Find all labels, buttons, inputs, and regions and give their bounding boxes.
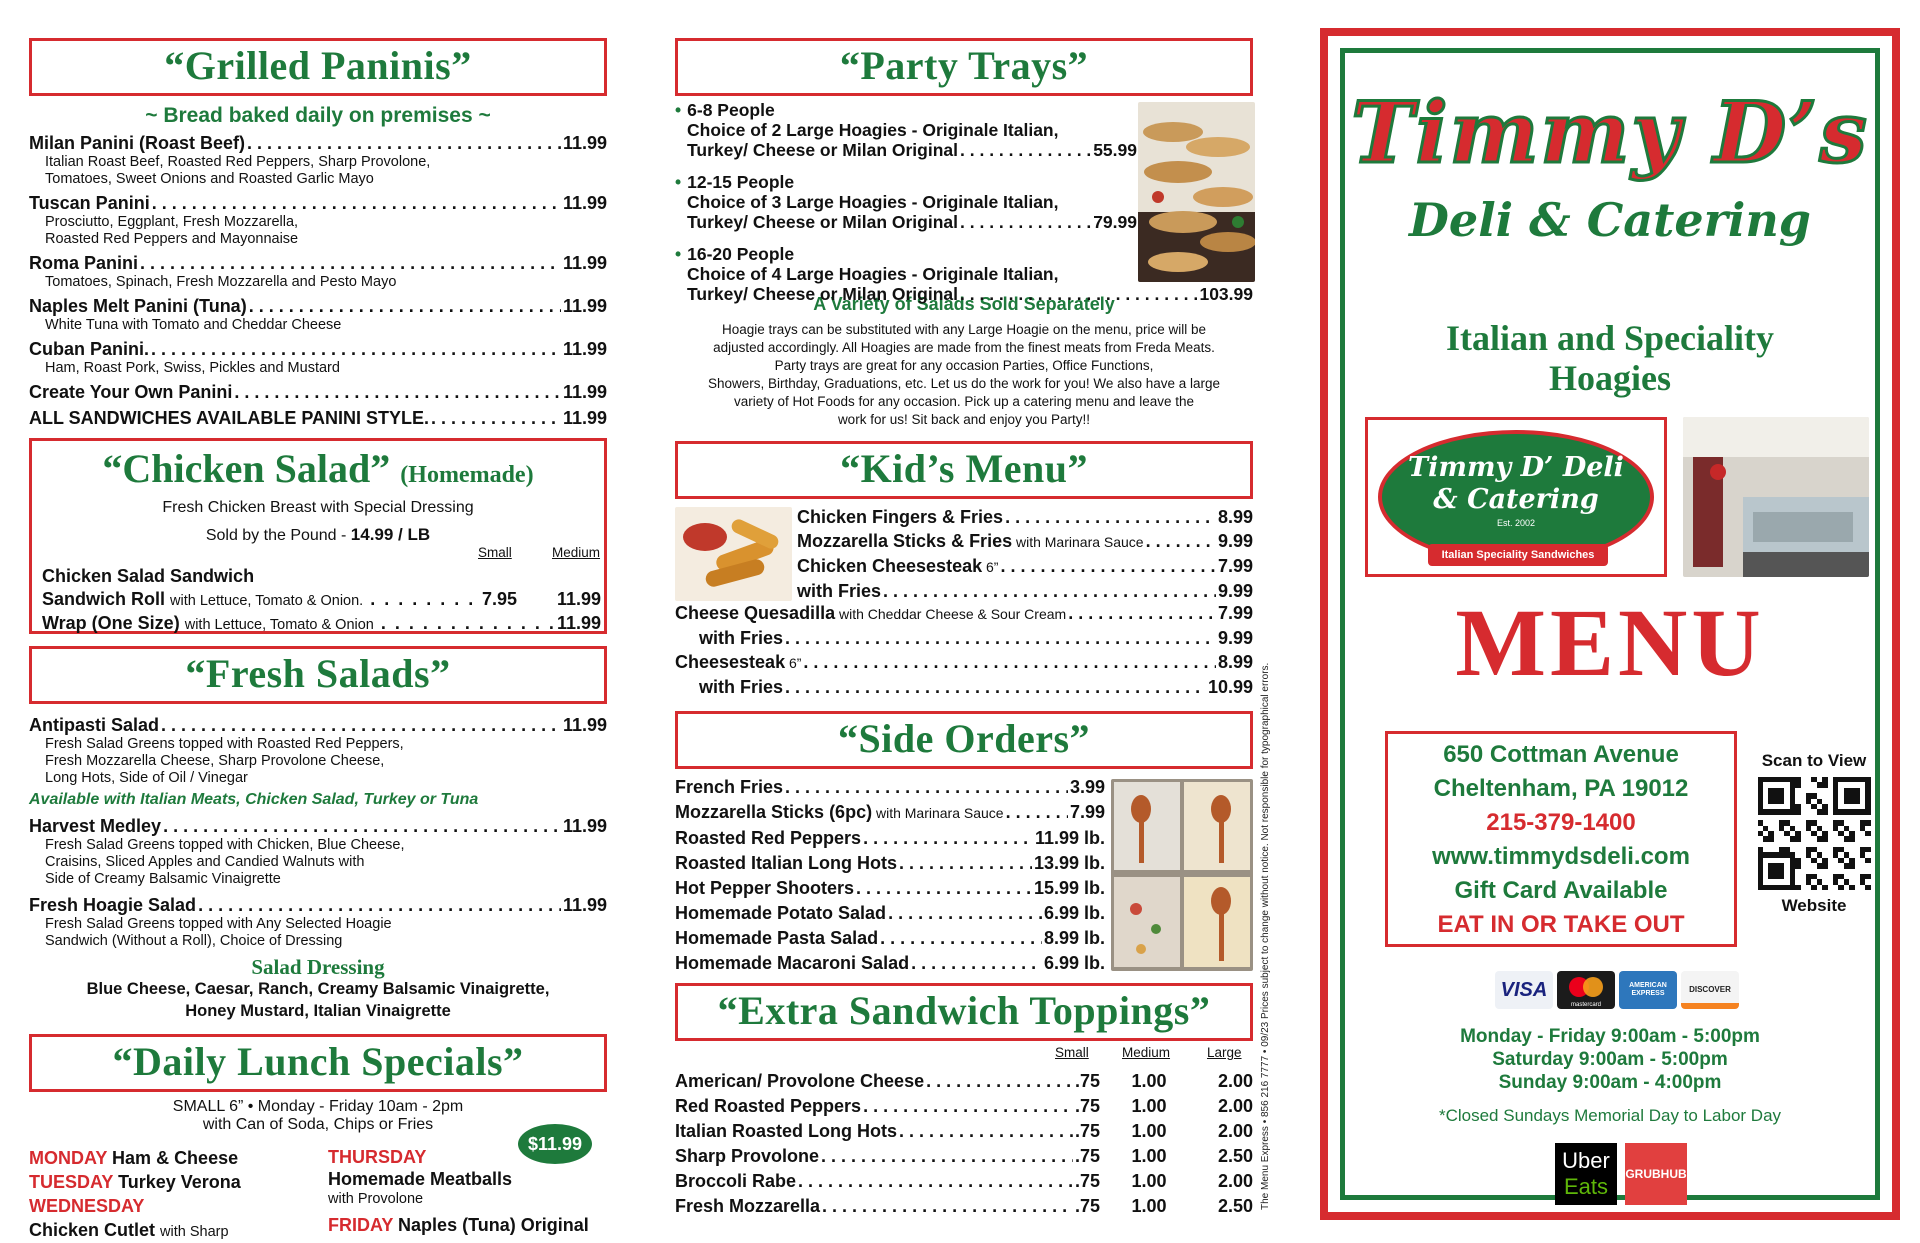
party-tray-item	[675, 100, 1137, 160]
item-name: with Fries	[797, 581, 882, 601]
party-tray-item	[675, 244, 1253, 304]
item-price: 6.99 lb.	[1043, 953, 1105, 973]
dot-leader	[821, 1144, 1073, 1169]
salad-item	[29, 815, 607, 888]
item-price: 8.99 lb.	[1043, 928, 1105, 948]
item-price: 15.99 lb.	[1033, 878, 1105, 898]
dot-leader	[856, 876, 1032, 901]
tuesday-special: TUESDAY Turkey Verona	[29, 1172, 241, 1192]
side-order-item	[675, 901, 1105, 926]
hours	[1345, 1025, 1875, 1094]
item-price: 11.99	[562, 715, 607, 735]
side-order-item	[675, 775, 1105, 800]
deli-counter-photo	[1683, 417, 1869, 577]
item-description: Fresh Salad Greens topped with Chicken, Blue Cheese,	[45, 837, 405, 853]
item-price: 79.99	[1093, 212, 1137, 232]
dot-leader	[785, 626, 1216, 650]
dot-leader	[785, 775, 1068, 800]
item-sub: with Marinara Sauce	[872, 805, 1004, 821]
thursday-day: THURSDAY	[328, 1147, 427, 1167]
item-price: 11.99	[562, 133, 607, 153]
item-price: 8.99	[1217, 507, 1253, 527]
item-sub: with Marinara Sauce	[1012, 534, 1144, 550]
item-description: Fresh Salad Greens topped with Any Selected Hoagie	[45, 916, 392, 932]
tray-price-row	[675, 140, 1137, 160]
grubhub-icon[interactable]: GRUBHUB	[1625, 1143, 1687, 1205]
price-badge: $11.99	[518, 1124, 592, 1164]
panini-item	[29, 407, 607, 429]
side-orders-body	[675, 775, 1253, 975]
item-name: Hot Pepper Shooters	[675, 878, 855, 898]
item-price: 55.99	[1093, 140, 1137, 160]
tagline: Italian and Speciality Hoagies	[1445, 318, 1775, 398]
kids-item	[797, 554, 1253, 579]
toppings-list	[675, 1069, 1253, 1219]
dot-leader	[883, 579, 1216, 603]
paninis-tagline: ~ Bread baked daily on premises ~	[145, 104, 491, 127]
dot-leader	[798, 1169, 1073, 1194]
item-price: 9.99	[1217, 531, 1253, 551]
item-name: Cheese Quesadilla with Cheddar Cheese & Sour Cream	[675, 603, 1067, 623]
salad-dressing-line2: Honey Mustard, Italian Vinaigrette	[185, 1002, 451, 1020]
side-order-item	[675, 876, 1105, 901]
party-tray-item	[675, 172, 1137, 232]
contact-box	[1385, 731, 1737, 947]
topping-item	[675, 1119, 1253, 1144]
hours-sunday: Sunday 9:00am - 4:00pm	[1498, 1072, 1722, 1093]
scan-label: Scan to View	[1761, 751, 1867, 770]
amex-icon: AMERICAN EXPRESS	[1619, 971, 1677, 1009]
item-row	[29, 132, 607, 154]
item-name: Harvest Medley	[29, 816, 162, 836]
uber-eats-icon[interactable]: Uber Eats	[1555, 1143, 1617, 1205]
item-price: 6.99 lb.	[1043, 903, 1105, 923]
dot-leader	[163, 815, 561, 837]
middle-column	[675, 38, 1253, 1219]
side-order-item	[675, 951, 1105, 976]
qr-block	[1749, 751, 1879, 916]
kids-item	[675, 601, 1253, 626]
item-name: with Fries	[699, 628, 784, 648]
topping-small: .75	[1075, 1146, 1101, 1166]
item-name: Antipasti Salad	[29, 715, 160, 735]
item-description: Tomatoes, Spinach, Fresh Mozzarella and Pesto Mayo	[45, 274, 397, 290]
dot-leader	[822, 1194, 1073, 1219]
tray-people: • 12-15 People	[675, 172, 1137, 192]
item-description: Prosciutto, Eggplant, Fresh Mozzarella,	[45, 214, 299, 230]
item-row	[29, 192, 607, 214]
item-description: Italian Roast Beef, Roasted Red Peppers, Sharp Provolone,	[45, 154, 431, 170]
topping-item	[675, 1094, 1253, 1119]
item-description: Ham, Roast Pork, Swiss, Pickles and Mustard	[45, 360, 340, 376]
item-description: Roasted Red Peppers and Mayonnaise	[45, 231, 299, 247]
item-description: Long Hots, Side of Oil / Vinegar	[45, 770, 248, 786]
topping-large: 2.50	[1217, 1196, 1253, 1216]
cover-inner-border	[1340, 48, 1880, 1200]
kids-menu-title: “Kid’s Menu”	[675, 441, 1253, 499]
mastercard-icon: mastercard	[1557, 971, 1615, 1009]
toppings-col-small: Small	[1055, 1045, 1089, 1060]
lunch-line2: with Can of Soda, Chips or Fries	[202, 1116, 434, 1133]
harvest-medley	[29, 815, 607, 888]
dot-leader	[1005, 505, 1216, 529]
panini-item	[29, 295, 607, 334]
item-description: Fresh Mozzarella Cheese, Sharp Provolone Cheese,	[45, 753, 385, 769]
toppings-col-large: Large	[1207, 1045, 1242, 1060]
kids-item	[797, 579, 1253, 603]
salad-note: Available with Italian Meats, Chicken Salad, Turkey or Tuna	[29, 791, 479, 808]
dot-leader	[198, 894, 561, 916]
sandwich-roll-row: Sandwich Roll with Lettuce, Tomato & Onion. . . . . . . . . 7.95 11.99	[42, 589, 602, 609]
party-para-line: Party trays are great for any occasion Parties, Office Functions,	[774, 358, 1154, 373]
dot-leader	[1000, 554, 1216, 578]
topping-large: 2.00	[1217, 1121, 1253, 1141]
col-medium-label: Medium	[552, 545, 601, 560]
item-price: 11.99 lb.	[1034, 828, 1105, 848]
topping-medium: 1.00	[1131, 1071, 1167, 1091]
item-name: Homemade Macaroni Salad	[675, 953, 910, 973]
tray-line: Choice of 2 Large Hoagies - Originale Italian,	[687, 120, 1059, 140]
item-price: 11.99	[562, 408, 607, 428]
topping-small: .75	[1075, 1071, 1101, 1091]
gift-card: Gift Card Available	[1454, 877, 1668, 904]
item-description: Craisins, Sliced Apples and Candied Walnuts with	[45, 854, 365, 870]
item-name: Fresh Hoagie Salad	[29, 895, 197, 915]
topping-medium: 1.00	[1131, 1196, 1167, 1216]
salads-separately: A Variety of Salads Sold Separately	[813, 294, 1115, 314]
item-name: Sharp Provolone	[675, 1146, 820, 1166]
oval-banner: Italian Speciality Sandwiches	[1428, 544, 1608, 566]
item-name: Tuscan Panini	[29, 193, 150, 213]
item-price: 11.99	[562, 193, 607, 213]
item-name: Fresh Mozzarella	[675, 1196, 821, 1216]
topping-medium: 1.00	[1131, 1096, 1167, 1116]
item-name: Chicken Fingers & Fries	[797, 507, 1004, 527]
kids-item	[675, 675, 1253, 699]
panini-item	[29, 252, 607, 291]
item-name: Naples Melt Panini (Tuna)	[29, 296, 247, 316]
dot-leader	[926, 1069, 1073, 1094]
party-para-line: adjusted accordingly. All Hoagies are made from the finest meats from Freda Meats.	[713, 340, 1215, 355]
dot-leader	[785, 675, 1206, 699]
item-price: 10.99	[1207, 677, 1253, 697]
dot-leader	[247, 132, 561, 154]
item-price: 7.99	[1217, 603, 1253, 623]
dot-leader	[151, 338, 561, 360]
item-name: with Fries	[699, 677, 784, 697]
eat-in-take-out: EAT IN OR TAKE OUT	[1437, 911, 1685, 938]
dot-leader	[1068, 601, 1216, 625]
paninis-title: “Grilled Paninis”	[29, 38, 607, 96]
dot-leader	[960, 212, 1091, 232]
qr-code[interactable]	[1758, 777, 1871, 890]
item-name: Turkey/ Cheese or Milan Original	[687, 284, 959, 304]
item-price: 11.99	[562, 339, 607, 359]
item-sub: 6”	[785, 655, 802, 671]
item-name: Cheesesteak 6”	[675, 652, 802, 672]
topping-item	[675, 1194, 1253, 1219]
discover-icon: DISCOVER	[1681, 971, 1739, 1009]
website-link[interactable]: www.timmydsdeli.com	[1432, 843, 1690, 870]
chicken-salad-line2: Sold by the Pound - 14.99 / LB	[205, 525, 431, 544]
dot-leader	[899, 1119, 1073, 1144]
antipasti-salad	[29, 714, 607, 787]
topping-medium: 1.00	[1131, 1146, 1167, 1166]
dot-leader	[863, 826, 1033, 851]
party-tray-photo	[1138, 102, 1255, 282]
tray-price-row	[675, 212, 1137, 232]
tray-people: • 16-20 People	[675, 244, 1137, 264]
item-name: ALL SANDWICHES AVAILABLE PANINI STYLE.	[29, 408, 430, 428]
item-row	[29, 815, 607, 837]
item-name: Homemade Pasta Salad	[675, 928, 879, 948]
dot-leader	[431, 407, 561, 429]
kids-menu-bottom	[675, 601, 1253, 699]
party-para-line: work for us! Sit back and enjoy you Party!!	[837, 412, 1091, 427]
menu-heading: MENU	[1455, 589, 1765, 696]
panini-item	[29, 381, 607, 403]
topping-medium: 1.00	[1131, 1121, 1167, 1141]
chicken-salad-suffix: (Homemade)	[400, 462, 534, 488]
item-row	[29, 381, 607, 403]
dot-leader	[960, 284, 1197, 304]
item-price: 11.99	[562, 296, 607, 316]
item-price: 9.99	[1217, 581, 1253, 601]
item-name: French Fries	[675, 777, 784, 797]
toppings-col-medium: Medium	[1122, 1045, 1171, 1060]
chicken-salad-line1: Fresh Chicken Breast with Special Dressing	[162, 499, 474, 516]
item-description: White Tuna with Tomato and Cheddar Cheese	[45, 317, 342, 333]
item-name: Roasted Red Peppers	[675, 828, 862, 848]
panini-item	[29, 192, 607, 248]
monday-special: MONDAY Ham & Cheese	[29, 1148, 239, 1168]
item-row	[29, 252, 607, 274]
item-name: Create Your Own Panini	[29, 382, 233, 402]
item-price: 11.99	[562, 816, 607, 836]
item-name: Turkey/ Cheese or Milan Original	[687, 140, 959, 160]
party-trays-title: “Party Trays”	[675, 38, 1253, 96]
tray-line: Choice of 4 Large Hoagies - Originale Italian,	[687, 264, 1059, 284]
cover-panel	[1320, 28, 1900, 1220]
oval-logo-box	[1365, 417, 1667, 577]
topping-small: .75	[1075, 1196, 1101, 1216]
topping-small: .75	[1075, 1096, 1101, 1116]
panini-item	[29, 338, 607, 377]
topping-small: .75	[1075, 1171, 1101, 1191]
tray-people: • 6-8 People	[675, 100, 1137, 120]
dot-leader	[880, 926, 1042, 951]
kids-item	[675, 626, 1253, 650]
address-line2: Cheltenham, PA 19012	[1433, 775, 1689, 802]
kids-menu-top	[675, 507, 1253, 601]
col-small-label: Small	[478, 545, 512, 560]
item-row	[29, 407, 607, 429]
tray-price-row	[675, 284, 1253, 304]
side-salads-photo	[1111, 779, 1253, 971]
item-price: 13.99 lb.	[1033, 853, 1105, 873]
item-description: Sandwich (Without a Roll), Choice of Dressing	[45, 933, 343, 949]
kids-item	[797, 505, 1253, 529]
item-row	[29, 714, 607, 736]
side-orders-title: “Side Orders”	[675, 711, 1253, 769]
side-order-item	[675, 826, 1105, 851]
address-line1: 650 Cottman Avenue	[1443, 741, 1679, 768]
panini-item	[29, 132, 607, 188]
lunch-specials-title: “Daily Lunch Specials”	[29, 1034, 607, 1092]
dot-leader	[863, 1094, 1073, 1119]
item-description: Tomatoes, Sweet Onions and Roasted Garlic Mayo	[45, 171, 374, 187]
item-name: Turkey/ Cheese or Milan Original	[687, 212, 959, 232]
item-row	[29, 894, 607, 916]
dot-leader	[911, 951, 1042, 976]
party-para-line: variety of Hot Foods for any occasion. Pick up a catering menu and leave the	[733, 394, 1194, 409]
topping-item	[675, 1069, 1253, 1094]
tray-line: Choice of 3 Large Hoagies - Originale Italian,	[687, 192, 1059, 212]
item-name: Roma Panini	[29, 253, 139, 273]
dot-leader	[960, 140, 1091, 160]
oval-logo: Timmy D’ Deli & Catering Est. 2002	[1378, 430, 1654, 564]
salad-item	[29, 894, 607, 950]
dot-leader	[1006, 800, 1068, 825]
party-paragraph	[675, 321, 1253, 429]
toppings-header	[675, 1045, 1253, 1065]
topping-small: .75	[1075, 1121, 1101, 1141]
dot-leader	[899, 851, 1032, 876]
topping-large: 2.50	[1217, 1146, 1253, 1166]
brand-subtitle: Deli & Catering	[1409, 193, 1811, 247]
topping-item	[675, 1169, 1253, 1194]
fresh-hoagie-salad	[29, 894, 607, 950]
dot-leader	[140, 252, 561, 274]
party-para-line: Showers, Birthday, Graduations, etc. Let us do the work for you! We also have a large	[707, 376, 1221, 391]
brand-logo: Timmy D’s	[1351, 83, 1869, 182]
item-name: Chicken Cheesesteak 6”	[797, 556, 999, 576]
qr-website-label: Website	[1781, 896, 1847, 916]
dot-leader	[152, 192, 561, 214]
thursday-special: Homemade Meatballs	[328, 1169, 513, 1189]
item-name: Mozzarella Sticks (6pc) with Marinara Sauce	[675, 802, 1004, 822]
item-price: 103.99	[1199, 284, 1253, 304]
side-order-item	[675, 851, 1105, 876]
thursday-sub: with Provolone	[328, 1191, 424, 1207]
salad-item	[29, 714, 607, 787]
paninis-list	[29, 132, 607, 429]
item-row	[29, 338, 607, 360]
fine-print: The Menu Express • 856 216 7777 • 09/23 Prices subject to change without notice. Not responsible for typographical errors.	[1260, 662, 1271, 1210]
item-price: 11.99	[562, 895, 607, 915]
item-price: 7.99	[1069, 802, 1105, 822]
phone-number[interactable]: 215-379-1400	[1486, 809, 1636, 836]
item-price: 7.99	[1217, 556, 1253, 576]
topping-large: 2.00	[1217, 1096, 1253, 1116]
dot-leader	[803, 650, 1216, 674]
wednesday-day: WEDNESDAY	[29, 1196, 145, 1216]
hours-weekday: Monday - Friday 9:00am - 5:00pm	[1460, 1026, 1760, 1047]
item-price: 9.99	[1217, 628, 1253, 648]
topping-large: 2.00	[1217, 1071, 1253, 1091]
item-name: Roasted Italian Long Hots	[675, 853, 898, 873]
item-sub: with Cheddar Cheese & Sour Cream	[835, 606, 1067, 622]
item-price: 11.99	[562, 253, 607, 273]
item-name: Homemade Potato Salad	[675, 903, 887, 923]
item-name: Cuban Panini.	[29, 339, 150, 359]
left-column	[29, 38, 607, 1240]
item-name: American/ Provolone Cheese	[675, 1071, 925, 1091]
hours-saturday: Saturday 9:00am - 5:00pm	[1492, 1049, 1728, 1070]
party-para-line: Hoagie trays can be substituted with any Large Hoagie on the menu, price will be	[721, 322, 1207, 337]
dot-leader	[249, 295, 561, 317]
dot-leader	[161, 714, 561, 736]
kids-item	[797, 529, 1253, 554]
side-order-item	[675, 926, 1105, 951]
closed-note: *Closed Sundays Memorial Day to Labor Day	[1438, 1106, 1782, 1125]
fresh-salads-title: “Fresh Salads”	[29, 646, 607, 704]
topping-large: 2.00	[1217, 1171, 1253, 1191]
dot-leader	[234, 381, 561, 403]
chicken-salad-sandwich-heading: Chicken Salad Sandwich	[42, 566, 255, 586]
chicken-salad-title: “Chicken Salad”	[102, 446, 391, 491]
dot-leader	[888, 901, 1042, 926]
payment-cards	[1495, 971, 1739, 1009]
item-sub: 6”	[982, 559, 999, 575]
item-name: Mozzarella Sticks & Fries with Marinara Sauce	[797, 531, 1144, 551]
item-description: Side of Creamy Balsamic Vinaigrette	[45, 871, 281, 887]
item-name: Broccoli Rabe	[675, 1171, 797, 1191]
kids-item	[675, 650, 1253, 675]
item-price: 11.99	[562, 382, 607, 402]
wednesday-special: Chicken Cutlet with Sharp	[29, 1220, 229, 1240]
item-name: Italian Roasted Long Hots	[675, 1121, 898, 1141]
salad-dressing-line1: Blue Cheese, Caesar, Ranch, Creamy Balsamic Vinaigrette,	[86, 980, 550, 998]
side-order-item	[675, 800, 1105, 826]
visa-icon: VISA	[1495, 971, 1553, 1009]
friday-special: FRIDAY Naples (Tuna) Original	[328, 1215, 589, 1235]
lunch-line1: SMALL 6” • Monday - Friday 10am - 2pm	[172, 1098, 464, 1115]
mozzarella-sticks-photo	[675, 507, 792, 601]
topping-medium: 1.00	[1131, 1171, 1167, 1191]
lunch-specials-body	[29, 1098, 607, 1240]
item-price: 3.99	[1069, 777, 1105, 797]
item-name: Red Roasted Peppers	[675, 1096, 862, 1116]
item-price: 8.99	[1217, 652, 1253, 672]
chicken-salad-box	[29, 438, 607, 634]
dot-leader	[1146, 529, 1216, 553]
topping-item	[675, 1144, 1253, 1169]
item-description: Fresh Salad Greens topped with Roasted Red Peppers,	[45, 736, 404, 752]
item-name: Milan Panini (Roast Beef)	[29, 133, 246, 153]
wrap-row: Wrap (One Size) with Lettuce, Tomato & Onion . . . . . . . . . . . . . 11.99	[42, 613, 602, 633]
item-row	[29, 295, 607, 317]
toppings-title: “Extra Sandwich Toppings”	[675, 983, 1253, 1041]
salad-dressing-title: Salad Dressing	[251, 955, 385, 979]
